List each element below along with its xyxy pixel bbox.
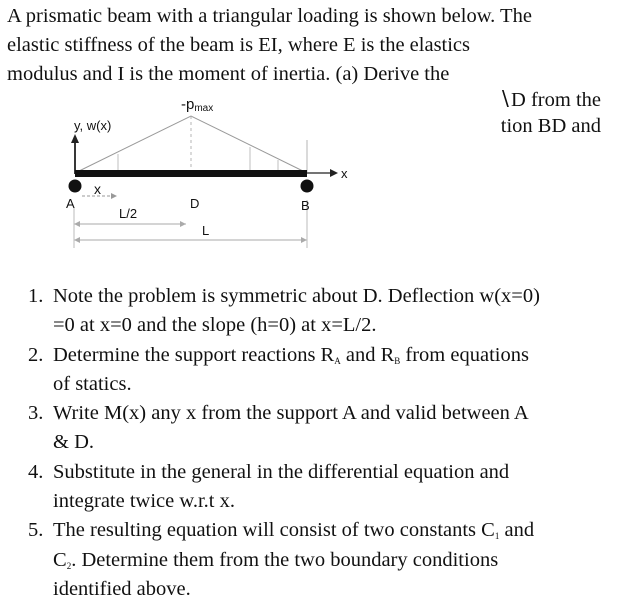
step-4-number: 4. [28, 460, 44, 483]
step-1-number: 1. [28, 285, 44, 307]
intro-line-1: A prismatic beam with a triangular loading is shown below. The [7, 5, 532, 27]
intro-line-2: elastic stiffness of the beam is EI, where E is the elastics [7, 34, 471, 56]
step-5 [28, 516, 620, 604]
support-a [69, 180, 82, 193]
span-label: L [202, 223, 210, 238]
subscript-2: 2 [66, 560, 72, 571]
half-span-arrow-right [180, 221, 186, 227]
intro-partial-line-1: ∖D from the [497, 89, 601, 111]
step-1-line-2: =0 at x=0 and the slope (h=0) at x=L/2. [53, 314, 377, 337]
step-3-line-2: & D. [53, 431, 94, 454]
x-variable-label: x [94, 181, 101, 197]
step-2-line-2: of statics. [53, 372, 132, 395]
y-axis-label: y, w(x) [74, 118, 112, 133]
step-3 [28, 399, 620, 458]
step-2-number: 2. [28, 343, 44, 366]
x-axis-label: x [341, 166, 348, 181]
half-span-label: L/2 [119, 206, 138, 221]
step-2 [28, 341, 620, 400]
step-1-line-1: Note the problem is symmetric about D. Deflection w(x=0) [53, 285, 540, 307]
intro-line-3: modulus and I is the moment of inertia. (a) Derive the [7, 63, 450, 85]
y-axis-arrowhead [71, 134, 79, 143]
point-d-label: D [190, 196, 200, 211]
step-5-line-3: identified above. [53, 577, 191, 600]
step-4-line-1: Substitute in the general in the differential equation and [53, 460, 510, 483]
x-axis-arrowhead [330, 169, 338, 177]
span-arrow-left [74, 237, 80, 243]
step-5-line-1: The resulting equation will consist of two constants $C_1$ and [53, 519, 535, 542]
steps-list [28, 282, 620, 604]
point-a-label: A [66, 196, 75, 211]
step-4 [28, 458, 620, 517]
intro-partial-line-2: tion BD and [500, 115, 601, 137]
step-3-number: 3. [28, 402, 44, 425]
subscript-a: A [334, 355, 341, 366]
subscript-1: 1 [494, 531, 500, 542]
half-span-arrow-left [74, 221, 80, 227]
support-b [301, 180, 314, 193]
subscript-b: B [394, 355, 401, 366]
span-arrow-right [301, 237, 307, 243]
step-4-line-2: integrate twice w.r.t x. [53, 490, 235, 513]
step-5-number: 5. [28, 519, 44, 542]
step-3-line-1: Write M(x) any x from the support A and valid between A [53, 402, 529, 425]
load-label: -pmax [181, 96, 214, 114]
step-5-line-2: $C_2$. Determine them from the two boundary conditions [53, 548, 499, 571]
point-b-label: B [301, 198, 310, 213]
step-1 [28, 282, 620, 341]
step-2-line-1: Determine the support reactions $R_A$ and $R_B$ from equations [53, 343, 529, 366]
x-variable-arrowhead [111, 193, 117, 199]
beam [75, 170, 307, 177]
